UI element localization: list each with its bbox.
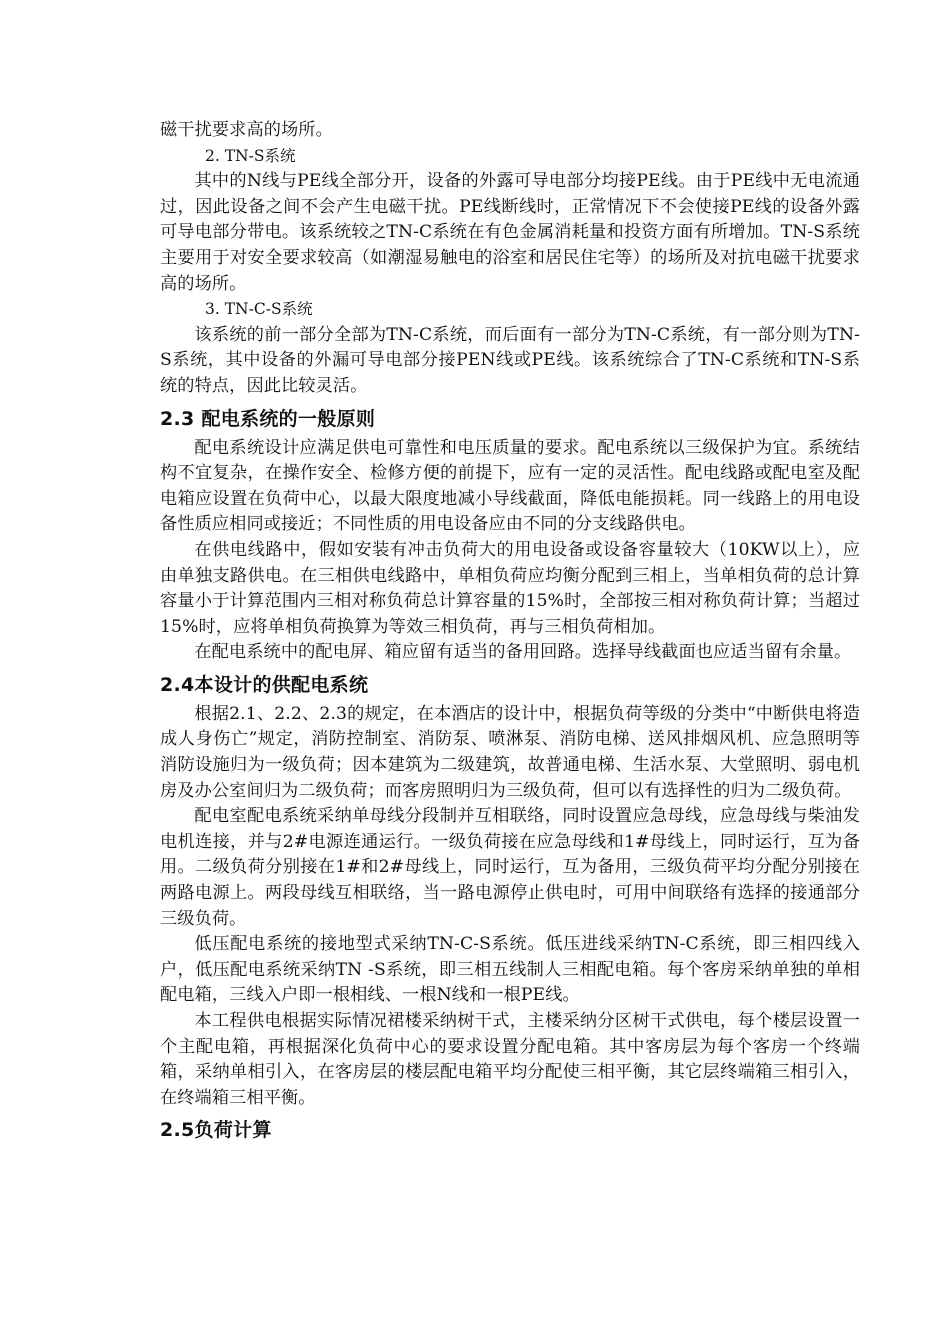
paragraph-continuation: 磁干扰要求高的场所。 [160, 120, 333, 140]
section-heading-2-4: 2.4本设计的供配电系统 [160, 673, 369, 696]
paragraph-tn-s: 其中的N线与PE线全部分开，设备的外露可导电部分均接PE线。由于PE线中无电流通过，因此设备之间不会产生电磁干扰。PE线断线时，正常情况下不会使接PE线的设备外露可导电部分带电。该系统较之TN-C系统在有色金属消耗量和投资方面有所增加。TN-S系统主要用于对安全要求较高（如潮湿易触电的浴室和居民住宅等）的场所及对抗电磁干扰要求高的场所。 [160, 171, 860, 294]
subheading-tn-s: 2. TN-S系统 [205, 146, 296, 165]
section-heading-2-3: 2.3 配电系统的一般原则 [160, 407, 376, 430]
paragraph-2-4-1: 根据2.1、2.2、2.3的规定，在本酒店的设计中，根据负荷等级的分类中“中断供电将造成人身伤亡”规定，消防控制室、消防泵、喷淋泵、消防电梯、送风排烟风机、应急照明等消防设施归为一级负荷；因本建筑为二级建筑，故普通电梯、生活水泵、大堂照明、弱电机房及办公室间归为二级负荷；而客房照明归为三级负荷，但可以有选择性的归为二级负荷。 [160, 703, 860, 801]
paragraph-2-3-3: 在配电系统中的配电屏、箱应留有适当的备用回路。选择导线截面也应适当留有余量。 [194, 642, 852, 663]
subheading-tn-c-s: 3. TN-C-S系统 [205, 300, 313, 319]
paragraph-2-3-2: 在供电线路中，假如安装有冲击负荷大的用电设备或设备容量较大（10KW以上），应由单独支路供电。在三相供电线路中，单相负荷应均衡分配到三相上，当单相负荷的总计算容量小于计算范围内三相对称负荷总计算容量的15%时，全部按三相对称负荷计算；当超过15%时，应将单相负荷换算为等效三相负荷，再与三相负荷相加。 [160, 539, 860, 637]
paragraph-2-4-4: 本工程供电根据实际情况裙楼采纳树干式，主楼采纳分区树干式供电，每个楼层设置一个主配电箱，再根据深化负荷中心的要求设置分配电箱。其中客房层为每个客房一个终端箱，采纳单相引入，在客房层的楼层配电箱平均分配使三相平衡，其它层终端箱三相引入，在终端箱三相平衡。 [160, 1011, 860, 1108]
paragraph-tn-c-s: 该系统的前一部分全部为TN-C系统，而后面有一部分为TN-C系统，有一部分则为TN-S系统，其中设备的外漏可导电部分接PEN线或PE线。该系统综合了TN-C系统和TN-S系统的特点，因此比较灵活。 [160, 324, 860, 396]
section-heading-2-5: 2.5负荷计算 [160, 1119, 272, 1142]
document-body [160, 118, 860, 1147]
paragraph-2-4-2: 配电室配电系统采纳单母线分段制并互相联络，同时设置应急母线，应急母线与柴油发电机连接，并与2#电源连通运行。一级负荷接在应急母线和1#母线上，同时运行，互为备用。二级负荷分别接在1#和2#母线上，同时运行，互为备用，三级负荷平均分配分别接在两路电源上。两段母线互相联络，当一路电源停止供电时，可用中间联络有选择的接通部分三级负荷。 [160, 806, 860, 929]
paragraph-2-3-1: 配电系统设计应满足供电可靠性和电压质量的要求。配电系统以三级保护为宜。系统结构不宜复杂，在操作安全、检修方便的前提下，应有一定的灵活性。配电线路或配电室及配电箱应设置在负荷中心，以最大限度地减小导线截面，降低电能损耗。同一线路上的用电设备性质应相同或接近；不同性质的用电设备应由不同的分支线路供电。 [160, 437, 860, 535]
paragraph-2-4-3: 低压配电系统的接地型式采纳TN-C-S系统。低压进线采纳TN-C系统，即三相四线入户，低压配电系统采纳TN -S系统，即三相五线制人三相配电箱。每个客房采纳单独的单相配电箱，三线入户即一根相线、一根N线和一根PE线。 [160, 934, 860, 1006]
